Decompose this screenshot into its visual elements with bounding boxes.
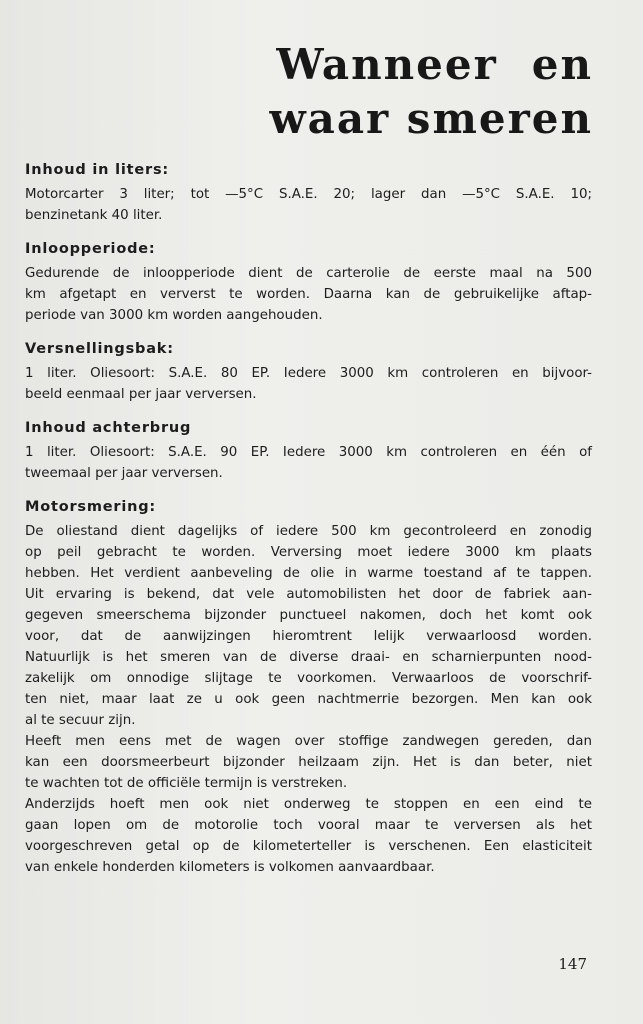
title-line-2: waar smeren — [269, 94, 593, 143]
text-line: te wachten tot de officiële termijn is verstreken. — [25, 776, 348, 791]
text-line: ten niet, maar laat ze u ook geen nachtmerrie bezorgen. Men kan ook — [25, 692, 592, 707]
section-body — [25, 521, 592, 878]
title-word-wanneer: Wanneer — [276, 40, 498, 89]
section-inhoud-achterbrug — [25, 418, 592, 484]
text-line: Heeft men eens met de wagen over stoffige zandwegen gereden, dan — [25, 734, 592, 749]
section-heading: Inhoud achterbrug — [25, 420, 192, 436]
text-line: km afgetapt en ververst te worden. Daarna kan de gebruikelijke aftap- — [25, 287, 592, 302]
title-word-en: en — [531, 40, 593, 89]
text-line: voorgeschreven getal op de kilometerteller is verschenen. Een elasticiteit — [25, 839, 592, 854]
title-line-1 — [269, 38, 593, 92]
text-line: hebben. Het verdient aanbeveling de olie in warme toestand af te tappen. — [25, 566, 592, 581]
text-line: beeld eenmaal per jaar verversen. — [25, 387, 257, 402]
text-line: De oliestand dient dagelijks of iedere 500 km gecontroleerd en zonodig — [25, 524, 592, 539]
text-line: op peil gebracht te worden. Verversing moet iedere 3000 km plaats — [25, 545, 592, 560]
page-content — [25, 160, 592, 878]
text-line: Anderzijds hoeft men ook niet onderweg te stoppen en een eind te — [25, 797, 592, 812]
text-line: Gedurende de inloopperiode dient de carterolie de eerste maal na 500 — [25, 266, 592, 281]
section-inhoud-liters — [25, 160, 592, 226]
text-line: periode van 3000 km worden aangehouden. — [25, 308, 323, 323]
text-line: kan een doorsmeerbeurt bijzonder heilzaam zijn. Het is dan beter, niet — [25, 755, 592, 770]
section-heading: Inloopperiode: — [25, 241, 156, 257]
section-heading: Versnellingsbak: — [25, 341, 174, 357]
text-line: 1 liter. Oliesoort: S.A.E. 80 EP. Iedere 3000 km controleren en bijvoor- — [25, 366, 592, 381]
text-line: van enkele honderden kilometers is volkomen aanvaardbaar. — [25, 860, 435, 875]
text-line: gaan lopen om de motorolie toch vooral maar te verversen als het — [25, 818, 592, 833]
section-body — [25, 184, 592, 226]
section-body — [25, 363, 592, 405]
text-line: tweemaal per jaar verversen. — [25, 466, 223, 481]
section-inloopperiode — [25, 239, 592, 326]
text-line: Uit ervaring is bekend, dat vele automobilisten het door de fabriek aan- — [25, 587, 592, 602]
section-body — [25, 263, 592, 326]
text-line: 1 liter. Oliesoort: S.A.E. 90 EP. Iedere 3000 km controleren en één of — [25, 445, 592, 460]
section-heading: Inhoud in liters: — [25, 162, 169, 178]
text-line: Motorcarter 3 liter; tot —5°C S.A.E. 20; lager dan —5°C S.A.E. 10; — [25, 187, 592, 202]
section-motorsmering — [25, 497, 592, 878]
text-line: gegeven smeerschema bijzonder punctueel nakomen, doch het komt ook — [25, 608, 592, 623]
text-line: al te secuur zijn. — [25, 713, 136, 728]
section-body — [25, 442, 592, 484]
page-number: 147 — [558, 955, 587, 973]
section-heading: Motorsmering: — [25, 499, 157, 515]
text-line: voor, dat de aanwijzingen hieromtrent lelijk verwaarloosd worden. — [25, 629, 592, 644]
text-line: benzinetank 40 liter. — [25, 208, 163, 223]
section-versnellingsbak — [25, 339, 592, 405]
text-line: Natuurlijk is het smeren van de diverse draai- en scharnierpunten nood- — [25, 650, 592, 665]
text-line: zakelijk om onnodige slijtage te voorkomen. Verwaarloos de voorschrif- — [25, 671, 592, 686]
page-title — [269, 38, 593, 146]
